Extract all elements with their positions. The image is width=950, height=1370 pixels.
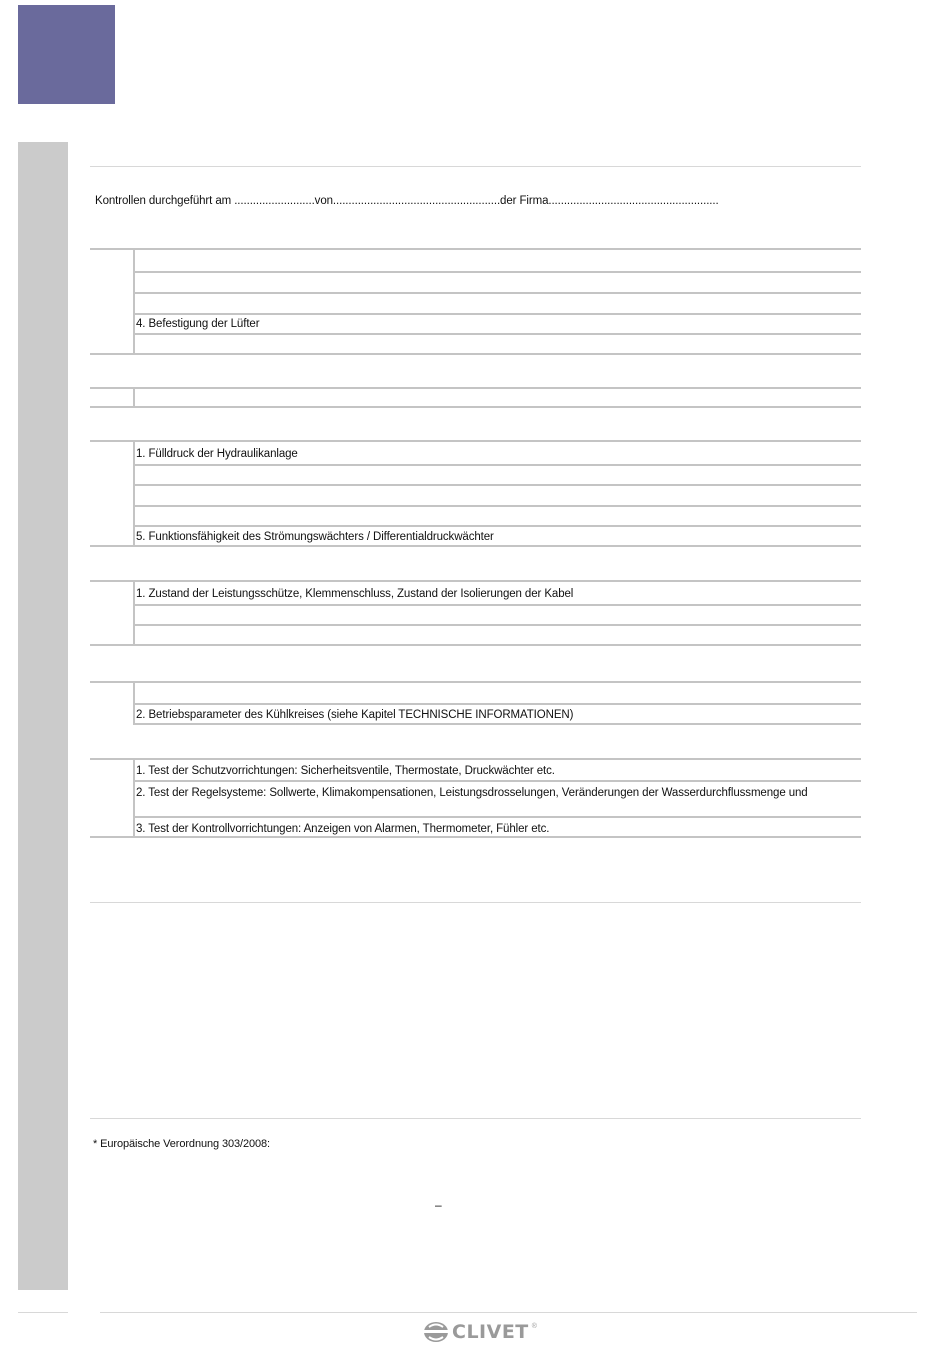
row-rule bbox=[135, 604, 861, 606]
clivet-logo bbox=[423, 1320, 537, 1344]
section-rule bbox=[90, 580, 861, 582]
row-rule bbox=[135, 271, 861, 273]
safety-item-3: 3. Test der Kontrollvorrichtungen: Anzeigen von Alarmen, Thermometer, Fühler etc. bbox=[136, 823, 550, 835]
row-rule bbox=[135, 484, 861, 486]
footer-rule-left bbox=[18, 1312, 68, 1313]
row-rule bbox=[135, 703, 861, 705]
controls-line: Kontrollen durchgeführt am ..........................von......................................................der Firma....................................................... bbox=[95, 195, 719, 207]
safety-item-1: 1. Test der Schutzvorrichtungen: Sicherheitsventile, Thermostate, Druckwächter etc. bbox=[136, 765, 555, 777]
section-rule bbox=[90, 644, 861, 646]
section-divider bbox=[133, 582, 135, 644]
row-rule bbox=[135, 313, 861, 315]
section-rule bbox=[90, 406, 861, 408]
side-bar bbox=[18, 142, 68, 1290]
safety-item-2: 2. Test der Regelsysteme: Sollwerte, Klimakompensationen, Leistungsdrosselungen, Veränderungen der Wasserdurchflussmenge und bbox=[136, 787, 808, 799]
cooling-item-2: 2. Betriebsparameter des Kühlkreises (siehe Kapitel TECHNISCHE INFORMATIONEN) bbox=[136, 709, 574, 721]
section-rule bbox=[90, 353, 861, 355]
footer-rule-right bbox=[100, 1312, 917, 1313]
clivet-logo-text: CLIVET bbox=[452, 1321, 529, 1343]
row-rule bbox=[135, 333, 861, 335]
row-rule bbox=[135, 723, 861, 725]
row-rule bbox=[135, 624, 861, 626]
footnote-rule bbox=[90, 1118, 861, 1119]
corner-block bbox=[18, 5, 115, 104]
section-divider bbox=[133, 389, 135, 407]
row-rule bbox=[135, 525, 861, 527]
row-rule bbox=[135, 816, 861, 818]
clivet-logo-icon bbox=[423, 1320, 449, 1344]
notes-rule bbox=[90, 902, 861, 903]
section-rule bbox=[90, 387, 861, 389]
section-rule bbox=[90, 681, 861, 683]
section-divider bbox=[133, 250, 135, 354]
hydraulic-item-1: 1. Fülldruck der Hydraulikanlage bbox=[136, 448, 298, 460]
clivet-logo-mark: ® bbox=[531, 1323, 537, 1330]
section-divider bbox=[133, 760, 135, 837]
row-rule bbox=[135, 292, 861, 294]
row-rule bbox=[135, 780, 861, 782]
section-rule bbox=[90, 248, 861, 250]
top-rule bbox=[90, 166, 861, 167]
section-rule bbox=[90, 758, 861, 760]
footnote: * Europäische Verordnung 303/2008: bbox=[93, 1138, 271, 1150]
ventilation-item-4: 4. Befestigung der Lüfter bbox=[136, 318, 260, 330]
row-rule bbox=[135, 464, 861, 466]
hydraulic-item-5: 5. Funktionsfähigkeit des Strömungswächters / Differentialdruckwächter bbox=[136, 531, 494, 543]
section-rule bbox=[90, 545, 861, 547]
section-rule bbox=[90, 440, 861, 442]
section-divider bbox=[133, 442, 135, 546]
electrical-item-1: 1. Zustand der Leistungsschütze, Klemmenschluss, Zustand der Isolierungen der Kabel bbox=[136, 588, 574, 600]
section-rule bbox=[90, 836, 861, 838]
page-dash: – bbox=[435, 1198, 442, 1212]
row-rule bbox=[135, 505, 861, 507]
